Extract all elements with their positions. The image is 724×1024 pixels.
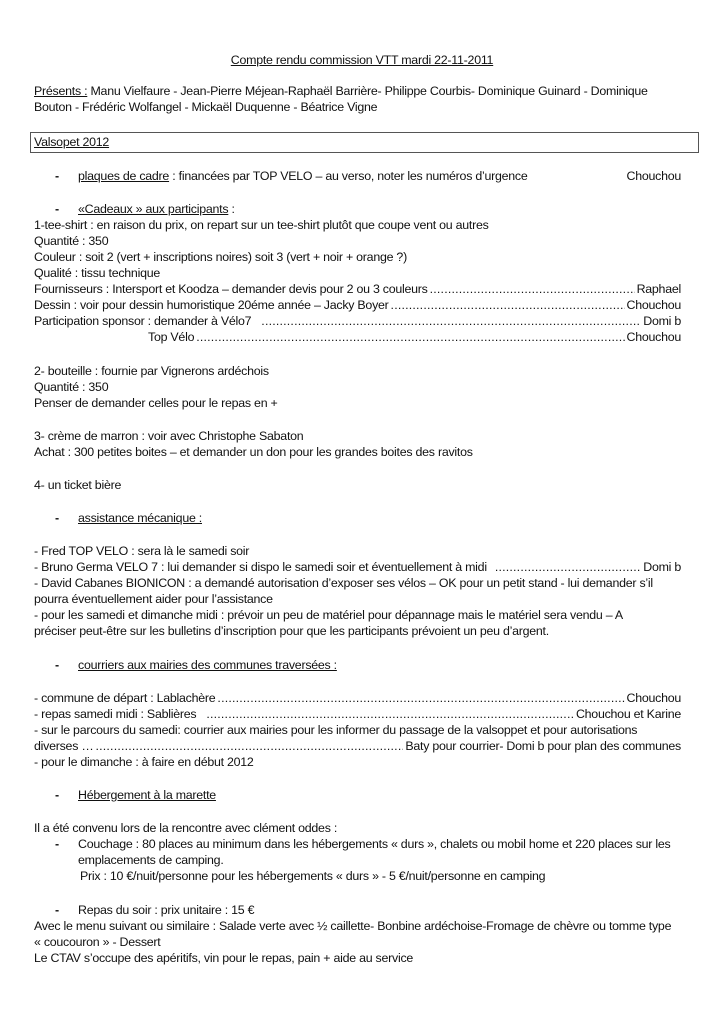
document-title: Compte rendu commission VTT mardi 22-11-2011 (230, 53, 494, 67)
task-row (34, 706, 681, 722)
attendees-line-1 (34, 83, 648, 99)
couchage-line: Couchage : 80 places au minimum dans les hébergements « durs », chalets ou mobil home et 220 places sur les (78, 837, 671, 851)
attendees-line-2: Bouton - Frédéric Wolfangel - Mickaël Duquenne - Béatrice Vigne (34, 100, 378, 114)
assistance-heading: assistance mécanique : (78, 511, 202, 525)
courriers-line: - pour le dimanche : à faire en début 2012 (34, 755, 254, 769)
bouteille-line: Quantité : 350 (34, 380, 109, 394)
task-text: - repas samedi midi : Sablières (34, 707, 197, 721)
prix-line: Prix : 10 €/nuit/personne pour les hébergements « durs » - 5 €/nuit/personne en camping (80, 869, 546, 883)
task-text: Fournisseurs : Intersport et Koodza – demander devis pour 2 ou 3 couleurs (34, 282, 428, 296)
task-owner: Raphael (636, 282, 681, 296)
task-row (34, 281, 681, 297)
task-row (34, 559, 681, 575)
leader-dots (217, 690, 624, 706)
ctav-line: Le CTAV s’occupe des apéritifs, vin pour le repas, pain + aide au service (34, 951, 414, 965)
courriers-line: - sur le parcours du samedi: courrier aux mairies pour les informer du passage de la valsoppet et pour autorisations (34, 723, 638, 737)
bullet-dash: - (55, 511, 59, 525)
task-owner: Chouchou (626, 298, 681, 312)
repas-line: Repas du soir : prix unitaire : 15 € (78, 903, 255, 917)
ticket-line: 4- un ticket bière (34, 478, 122, 492)
cadeaux-heading (78, 201, 235, 217)
couchage-line: emplacements de camping. (78, 853, 224, 867)
cadeaux-label: «Cadeaux » aux participants (78, 202, 229, 216)
task-row (148, 329, 681, 345)
cadeaux-line: Quantité : 350 (34, 234, 109, 248)
bullet-dash: - (55, 169, 59, 183)
plaques-item (78, 168, 528, 184)
task-text: Participation sponsor : demander à Vélo7 (34, 314, 252, 328)
leader-dots (430, 281, 635, 297)
courriers-heading: courriers aux mairies des communes traversées : (78, 658, 337, 672)
leader-dots (206, 706, 574, 722)
creme-line: Achat : 300 petites boites – et demander un don pour les grandes boites des ravitos (34, 445, 473, 459)
task-row (34, 738, 681, 754)
task-text: diverses … (34, 739, 94, 753)
assistance-line: - pour les samedi et dimanche midi : prévoir un peu de matériel pour dépannage mais le matériel sera vendu – A (34, 608, 623, 622)
leader-dots (391, 297, 625, 313)
attendees-label: Présents : (34, 84, 88, 98)
creme-line: 3- crème de marron : voir avec Christophe Sabaton (34, 429, 304, 443)
plaques-label: plaques de cadre (78, 169, 170, 183)
plaques-owner: Chouchou (626, 169, 681, 183)
task-row (34, 690, 681, 706)
assistance-line: pourra éventuellement aider pour l’assistance (34, 592, 273, 606)
task-owner: Chouchou (626, 691, 681, 705)
bouteille-line: Penser de demander celles pour le repas en + (34, 396, 278, 410)
bullet-dash: - (55, 788, 59, 802)
bullet-dash: - (55, 837, 59, 851)
bullet-dash: - (55, 658, 59, 672)
cadeaux-suffix: : (228, 202, 235, 216)
assistance-line: - Fred TOP VELO : sera là le samedi soir (34, 544, 250, 558)
task-text: - commune de départ : Lablachère (34, 691, 216, 705)
task-owner: Domi b (643, 314, 681, 328)
leader-dots (95, 738, 403, 754)
bouteille-line: 2- bouteille : fournie par Vignerons ardéchois (34, 364, 269, 378)
task-owner: Domi b (643, 560, 681, 574)
task-owner: Chouchou et Karine (575, 707, 681, 721)
assistance-line: préciser peut-être sur les bulletins d’inscription pour que les participants prévoient un peu d’argent. (34, 624, 549, 638)
menu-line: « coucouron » - Dessert (34, 935, 161, 949)
menu-line: Avec le menu suivant ou similaire : Salade verte avec ½ caillette- Bonbine ardéchoise-Fromage de chèvre ou tomme type (34, 919, 672, 933)
bullet-dash: - (55, 202, 59, 216)
task-owner: Baty pour courrier- Domi b pour plan des communes (405, 739, 681, 753)
task-text: - Bruno Germa VELO 7 : lui demander si dispo le samedi soir et éventuellement à midi (34, 560, 487, 574)
leader-dots (261, 313, 641, 329)
cadeaux-line: Qualité : tissu technique (34, 266, 160, 280)
cadeaux-line: 1-tee-shirt : en raison du prix, on repart sur un tee-shirt plutôt que coupe vent ou autres (34, 218, 489, 232)
task-text: Dessin : voir pour dessin humoristique 20éme année – Jacky Boyer (34, 298, 389, 312)
section-box (30, 132, 699, 153)
hebergement-heading: Hébergement à la marette (78, 788, 216, 802)
section-title: Valsopet 2012 (34, 135, 110, 149)
task-row (34, 313, 681, 329)
plaques-text: : financées par TOP VELO – au verso, noter les numéros d’urgence (169, 169, 528, 183)
task-row (34, 297, 681, 313)
bullet-dash: - (55, 903, 59, 917)
attendees-names: Manu Vielfaure - Jean-Pierre Méjean-Raphaël Barrière- Philippe Courbis- Dominique Guinard - Dominique (87, 84, 648, 98)
cadeaux-line: Couleur : soit 2 (vert + inscriptions noires) soit 3 (vert + noir + orange ?) (34, 250, 407, 264)
hebergement-intro: Il a été convenu lors de la rencontre avec clément oddes : (34, 821, 338, 835)
task-text: Top Vélo (148, 330, 195, 344)
leader-dots (495, 559, 641, 575)
assistance-line: - David Cabanes BIONICON : a demandé autorisation d’exposer ses vélos – OK pour un petit stand - lui demander s’il (34, 576, 653, 590)
task-owner: Chouchou (626, 330, 681, 344)
leader-dots (196, 329, 624, 345)
